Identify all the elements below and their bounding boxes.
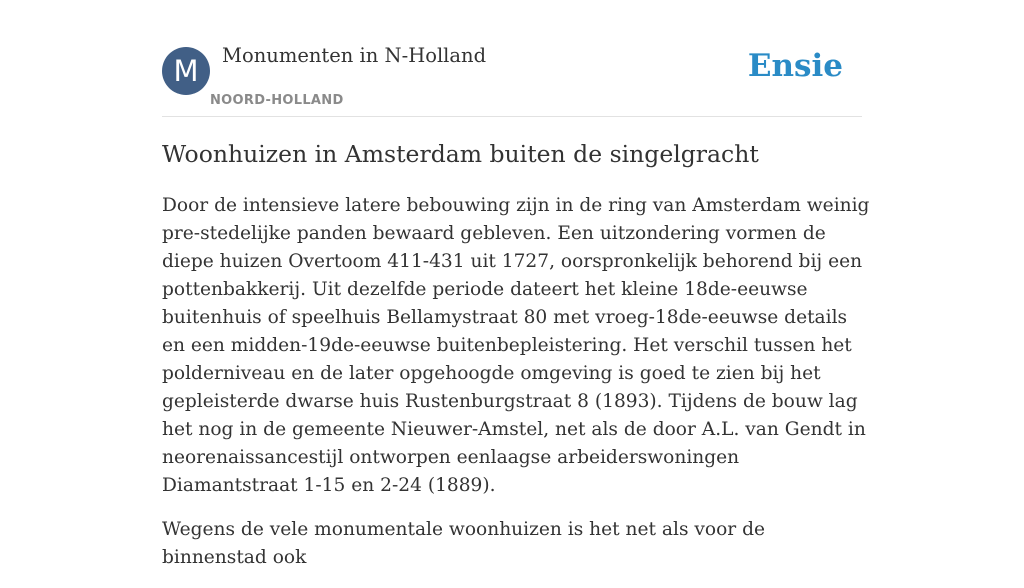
site-header <box>162 0 862 117</box>
article-paragraph: Door de intensieve latere bebouwing zijn in de ring van Amsterdam weinig pre-stedelijke panden bewaard gebleven. Een uitzondering vormen de diepe huizen Overtoom 411-431 uit 1727, oorspronkelijk behorend bij een pottenbakkerij. Uit dezelfde periode dateert het kleine 18de-eeuwse buitenhuis of speelhuis Bellamystraat 80 met vroeg-18de-eeuwse details en een midden-19de-eeuwse buitenbepleistering. Het verschil tussen het polderniveau en de later opgehoogde omgeving is goed te zien bij het gepleisterde dwarse huis Rustenburgstraat 8 (1893). Tijdens de bouw lag het nog in de gemeente Nieuwer-Amstel, net als de door A.L. van Gendt in neorenaissancestijl ontworpen eenlaagse arbeiderswoningen Diamantstraat 1-15 en 2-24 (1889). <box>162 195 870 496</box>
site-title[interactable]: Monumenten in N-Holland <box>222 44 487 67</box>
article-paragraph: Wegens de vele monumentale woonhuizen is het net als voor de binnenstad ook <box>162 519 765 568</box>
site-subtitle[interactable]: NOORD-HOLLAND <box>210 93 344 108</box>
site-avatar[interactable]: M <box>162 47 210 95</box>
article-title: Woonhuizen in Amsterdam buiten de singelgracht <box>162 140 759 168</box>
brand-logo[interactable]: Ensie <box>747 48 843 84</box>
page-container <box>162 0 870 568</box>
article-body <box>162 192 872 588</box>
